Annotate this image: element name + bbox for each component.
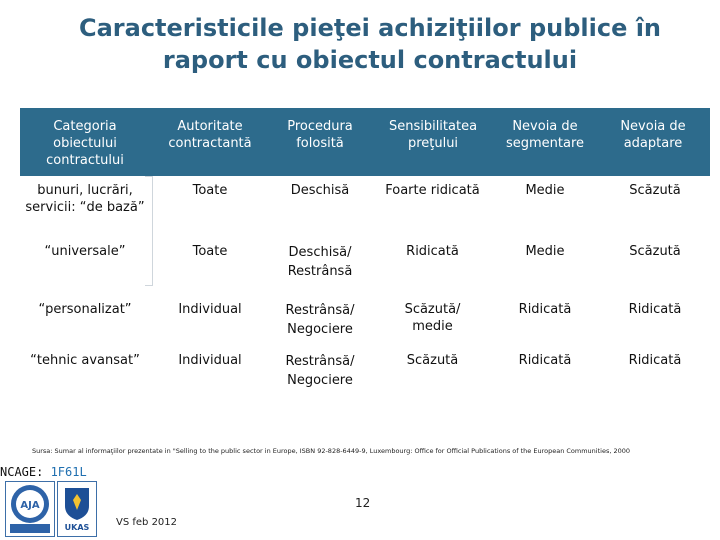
table-cell: “tehnic avansat” bbox=[30, 353, 140, 368]
logo-aja-text: AJA bbox=[20, 500, 40, 511]
table-cell: bunuri, lucrări, servicii: “de bază” bbox=[25, 183, 145, 215]
table-cell: Ridicată bbox=[518, 353, 572, 368]
header-category: Categoria obiectului contractului bbox=[46, 119, 124, 168]
table-cell: Ridicată bbox=[628, 302, 682, 317]
header-procedure: Procedura folosită bbox=[287, 119, 353, 151]
table-cell: Ridicată bbox=[518, 302, 572, 317]
table-cell: “universale” bbox=[44, 244, 126, 259]
slide-title-line-2: raport cu obiectul contractului bbox=[162, 46, 578, 74]
version-label: VS feb 2012 bbox=[116, 517, 178, 528]
header-adaptation-need: Nevoia de adaptare bbox=[620, 119, 686, 151]
slide-title-line-1: Caracteristicile pieţei achiziţiilor publice în bbox=[78, 14, 662, 42]
table-cell: Scăzută bbox=[629, 244, 681, 259]
source-note: Sursa: Sumar al informaţiilor prezentate in "Selling to the public sector in Europe, ISBN 92-828-6449-9, Luxembourg: Office for Official Publications of the European Communities, 2000 bbox=[32, 447, 631, 455]
ncage-code: 1F61L bbox=[50, 465, 87, 479]
table-cell: Individual bbox=[178, 302, 242, 317]
table-cell: Deschisă/ Restrânsă bbox=[287, 245, 353, 279]
logo-ukas-text: UKAS bbox=[64, 523, 90, 532]
table-cell: Medie bbox=[525, 244, 565, 259]
table-cell: Restrânsă/ Negociere bbox=[285, 303, 355, 337]
ncage-prefix: NCAGE: bbox=[0, 465, 51, 479]
table-cell: Ridicată bbox=[628, 353, 682, 368]
ukas-logo bbox=[57, 481, 97, 537]
table-cell: Foarte ridicată bbox=[385, 183, 480, 198]
ncage-label bbox=[0, 465, 87, 479]
table-cell: Medie bbox=[525, 183, 565, 198]
table-cell: Deschisă bbox=[290, 183, 350, 198]
table-cell: Ridicată bbox=[406, 244, 459, 259]
table-cell: Scăzută bbox=[629, 183, 681, 198]
page-number: 12 bbox=[355, 496, 371, 510]
table-cell: Individual bbox=[178, 353, 242, 368]
table-cell: Toate bbox=[192, 244, 228, 259]
table-cell: Toate bbox=[192, 183, 228, 198]
header-segmentation-need: Nevoia de segmentare bbox=[505, 119, 585, 151]
certification-logo bbox=[5, 481, 55, 537]
table-cell: Scăzută/ medie bbox=[404, 302, 461, 334]
slide-title bbox=[40, 12, 700, 76]
header-authority: Autoritate contractantă bbox=[168, 119, 252, 151]
table-cell: Restrânsă/ Negociere bbox=[285, 354, 355, 388]
table-cell: “personalizat” bbox=[38, 302, 132, 317]
header-price-sensitivity: Sensibilitatea preţului bbox=[388, 119, 478, 151]
table-cell: Scăzută bbox=[406, 353, 459, 368]
